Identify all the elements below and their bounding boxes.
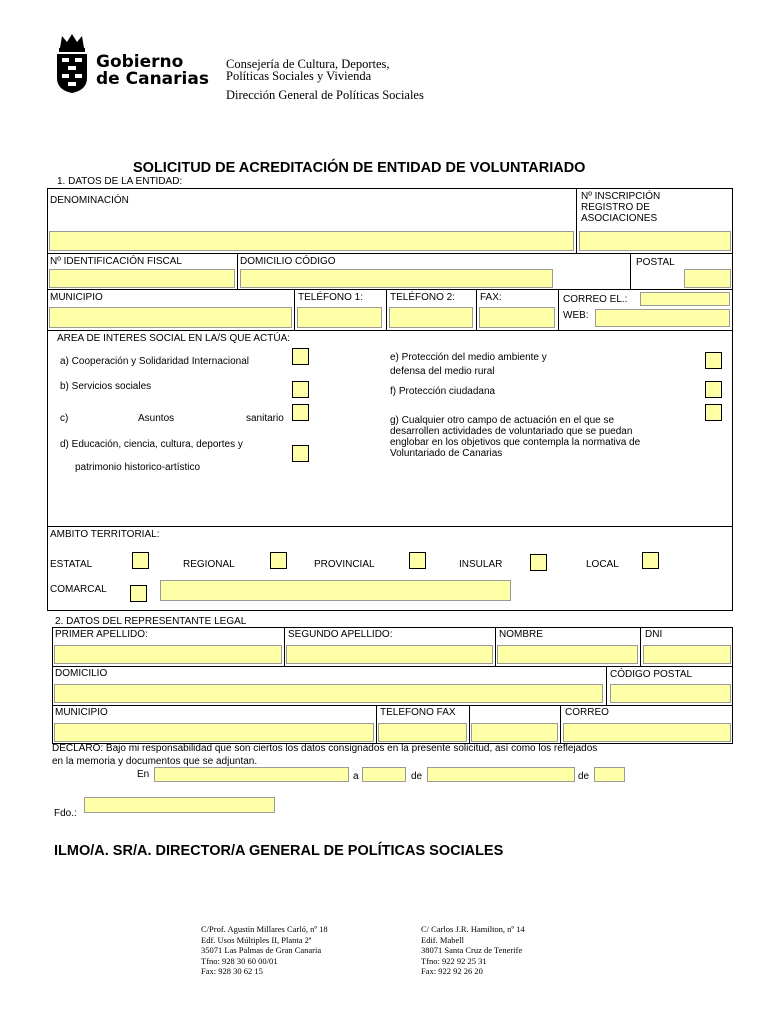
mes-field[interactable] (427, 767, 575, 782)
footer-left-line: Fax: 928 30 62 15 (201, 966, 263, 976)
consejeria-line-1: Consejería de Cultura, Deportes, (226, 57, 390, 71)
municipio-field[interactable] (49, 307, 292, 328)
codigo-postal-label: CÓDIGO POSTAL (610, 669, 693, 680)
area-e-checkbox[interactable] (705, 352, 722, 369)
logo-line-2: de Canarias (96, 69, 209, 89)
dia-field[interactable] (362, 767, 406, 782)
segundo-apellido-label: SEGUNDO APELLIDO: (288, 629, 393, 640)
area-b-label: b) Servicios sociales (60, 381, 152, 392)
footer-left-line: C/Prof. Agustín Millares Carló, nº 18 (201, 924, 328, 934)
municipio-label: MUNICIPIO (50, 292, 103, 303)
rep-correo-field[interactable] (563, 723, 731, 742)
footer-right-line: C/ Carlos J.R. Hamilton, nº 14 (421, 924, 525, 934)
correo-label: CORREO EL.: (563, 294, 628, 305)
provincial-checkbox[interactable] (409, 552, 426, 569)
logo-line-1: Gobierno (96, 52, 184, 72)
provincial-label: PROVINCIAL (314, 559, 375, 570)
telefono-2-field[interactable] (389, 307, 473, 328)
postal-label: POSTAL (636, 257, 675, 268)
area-e-line-1: e) Protección del medio ambiente y (390, 352, 547, 363)
nif-label: Nº IDENTIFICACIÓN FISCAL (50, 256, 182, 267)
de-label-2: de (578, 771, 590, 782)
footer-right-line: 38071 Santa Cruz de Tenerife (421, 945, 523, 955)
area-g-line-4: Voluntariado de Canarias (390, 448, 503, 459)
rep-domicilio-field[interactable] (54, 684, 603, 703)
domicilio-field[interactable] (240, 269, 553, 288)
local-label: LOCAL (586, 559, 619, 570)
local-checkbox[interactable] (642, 552, 659, 569)
area-e-label (390, 352, 547, 377)
footer-right-line: Tfno: 922 92 25 31 (421, 955, 487, 966)
telefono-1-field[interactable] (297, 307, 382, 328)
footer-right-line: Edif. Mabell (421, 934, 464, 945)
inscripcion-label-line-3: ASOCIACIONES (581, 213, 658, 224)
web-label: WEB: (563, 310, 589, 321)
a-label: a (353, 771, 359, 782)
area-b-checkbox[interactable] (292, 381, 309, 398)
area-c-checkbox[interactable] (292, 404, 309, 421)
ambito-heading: AMBITO TERRITORIAL: (50, 529, 160, 540)
inscripcion-label-line-2: REGISTRO DE (581, 202, 650, 213)
comarcal-label: COMARCAL (50, 584, 107, 595)
fax-label: FAX: (480, 292, 502, 303)
insular-label: INSULAR (459, 559, 503, 570)
area-f-checkbox[interactable] (705, 381, 722, 398)
en-label: En (137, 769, 150, 780)
telefono-1-label: TELÉFONO 1: (298, 292, 364, 303)
area-g-line-2: desarrollen actividades de voluntariado que se puedan (390, 426, 633, 437)
estatal-checkbox[interactable] (132, 552, 149, 569)
footer-left-line: Tfno: 928 30 60 00/01 (201, 955, 278, 966)
inscripcion-label-line-1: Nº INSCRIPCIÓN (581, 191, 661, 202)
regional-checkbox[interactable] (270, 552, 287, 569)
comarcal-checkbox[interactable] (130, 585, 147, 602)
area-heading: AREA DE INTERES SOCIAL EN LA/S QUE ACTÚA: (57, 333, 291, 344)
insular-checkbox[interactable] (530, 554, 547, 571)
primer-apellido-field[interactable] (54, 645, 282, 664)
area-c-label-1: c) (60, 413, 69, 424)
area-d-checkbox[interactable] (292, 445, 309, 462)
section-1-box (47, 188, 733, 611)
form-title: SOLICITUD DE ACREDITACIÓN DE ENTIDAD DE VOLUNTARIADO (133, 160, 586, 176)
area-e-line-2: defensa del medio rural (390, 366, 495, 377)
direccion-general: Dirección General de Políticas Sociales (226, 88, 424, 102)
lugar-field[interactable] (154, 767, 349, 782)
firma-field[interactable] (84, 797, 275, 813)
telefono-fax-label: TELEFONO FAX (380, 707, 456, 718)
footer-address-tenerife (421, 924, 525, 977)
footer-address-las-palmas (201, 924, 328, 977)
dni-field[interactable] (643, 645, 731, 664)
area-a-checkbox[interactable] (292, 348, 309, 365)
declaro-line-1: DECLARO: Bajo mi responsabilidad que son ciertos los datos consignados en la presente solicitud, así como los reflejados (52, 743, 598, 754)
segundo-apellido-field[interactable] (286, 645, 493, 664)
footer-left-line: 35071 Las Palmas de Gran Canaria (201, 945, 322, 955)
denominacion-label: DENOMINACIÓN (50, 195, 129, 206)
de-label-1: de (411, 771, 423, 782)
rep-municipio-label: MUNICIPIO (55, 707, 108, 718)
area-c-label-3: sanitario (246, 413, 284, 424)
correo-field[interactable] (640, 292, 730, 306)
comarcal-field[interactable] (160, 580, 511, 601)
area-f-label: f) Protección ciudadana (390, 386, 496, 397)
dni-label: DNI (645, 629, 663, 640)
inscripcion-label (581, 191, 660, 224)
area-c-label-2: Asuntos (138, 413, 175, 424)
section-1-heading: 1. DATOS DE LA ENTIDAD: (57, 176, 183, 187)
area-g-line-3: englobar en los objetivos que contempla la normativa de (390, 437, 641, 448)
denominacion-field[interactable] (49, 231, 574, 251)
telefono-field[interactable] (378, 723, 467, 742)
estatal-label: ESTATAL (50, 559, 93, 570)
logo-text (96, 54, 209, 88)
footer-right-line: Fax: 922 92 26 20 (421, 966, 483, 976)
area-d-label-2: patrimonio historico-artístico (75, 462, 201, 473)
coat-of-arms-icon (54, 32, 90, 94)
fax-rep-field[interactable] (471, 723, 558, 742)
telefono-2-label: TELÉFONO 2: (390, 292, 456, 303)
fdo-label: Fdo.: (54, 808, 77, 819)
codigo-postal-field[interactable] (610, 684, 731, 703)
nombre-label: NOMBRE (499, 629, 543, 640)
inscripcion-field[interactable] (579, 231, 731, 251)
rep-domicilio-label: DOMICILIO (55, 668, 108, 679)
area-g-line-1: g) Cualquier otro campo de actuación en el que se (390, 415, 615, 426)
regional-label: REGIONAL (183, 559, 235, 570)
area-a-label: a) Cooperación y Solidaridad Internacional (60, 356, 250, 367)
area-g-label (390, 415, 640, 459)
primer-apellido-label: PRIMER APELLIDO: (55, 629, 148, 640)
footer-left-line: Edf. Usos Múltiples II, Planta 2ª (201, 934, 312, 945)
nombre-field[interactable] (497, 645, 638, 664)
area-g-checkbox[interactable] (705, 404, 722, 421)
rep-correo-label: CORREO (565, 707, 609, 718)
anio-field[interactable] (594, 767, 625, 782)
nif-field[interactable] (49, 269, 235, 288)
area-d-label-1: d) Educación, ciencia, cultura, deportes y (60, 439, 243, 450)
consejeria-line-2: Políticas Sociales y Vivienda (226, 69, 372, 83)
consejeria-text (226, 58, 390, 82)
section-2-heading: 2. DATOS DEL REPRESENTANTE LEGAL (55, 616, 247, 627)
addressee: ILMO/A. SR/A. DIRECTOR/A GENERAL DE POLÍTICAS SOCIALES (54, 843, 504, 859)
declaro-line-2: en la memoria y documentos que se adjuntan. (52, 756, 258, 767)
postal-field[interactable] (684, 269, 731, 288)
web-field[interactable] (595, 309, 730, 327)
domicilio-label: DOMICILIO CÓDIGO (240, 256, 336, 267)
rep-municipio-field[interactable] (54, 723, 374, 742)
fax-field[interactable] (479, 307, 555, 328)
